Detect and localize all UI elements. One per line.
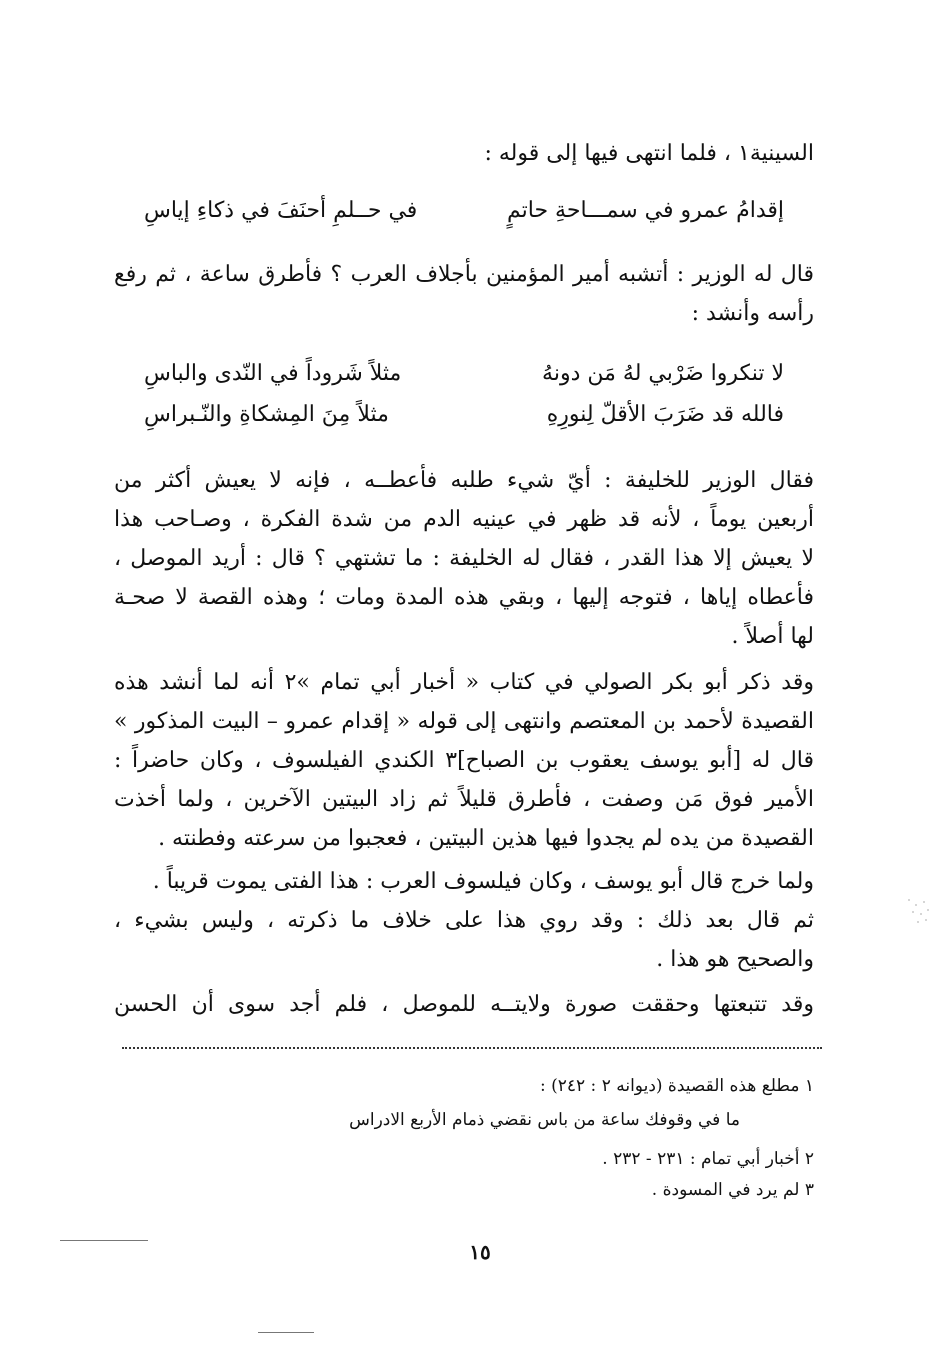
speck bbox=[915, 904, 917, 906]
speck bbox=[925, 919, 927, 921]
margin-rule-left bbox=[60, 1240, 148, 1241]
paragraph-3-line-1: وقد ذكر أبو بكر الصولي في كتاب « أخبار أبي تمام »٢ أنه لما أنشد هذه bbox=[114, 670, 814, 695]
speck bbox=[912, 911, 914, 913]
verse-3-second-hemistich: مثلاً مِنَ المِشكاةِ والنّـبراسِ bbox=[144, 402, 389, 427]
verse-2 bbox=[144, 356, 784, 392]
verse-3 bbox=[144, 397, 784, 433]
paragraph-3-line-5: القصيدة من يده لم يجدوا فيها هذين البيتين ، فعجبوا من سرعته وفطنته . bbox=[158, 826, 814, 851]
paragraph-2-line-2: أربعين يوماً ، لأنه قد ظهر في عينيه الدم من شدة الفكرة ، وصـاحب هذا bbox=[114, 507, 814, 532]
margin-rule-bottom bbox=[258, 1332, 314, 1333]
footnote-2: ٢ أخبار أبي تمام : ٢٣١ - ٢٣٢ . bbox=[602, 1149, 814, 1169]
paragraph-3-line-3: قال له [أبو يوسف يعقوب بن الصباح]٣ الكندي الفيلسوف ، وكان حاضراً : bbox=[114, 748, 814, 773]
paragraph-2-line-1: فقال الوزير للخليفة : أيّ شيء طلبه فأعطــه ، فإنه لا يعيش أكثر من bbox=[114, 468, 814, 493]
footnote-3: ٣ لم يرد في المسودة . bbox=[651, 1180, 814, 1200]
verse-1-second-hemistich: في حــلمِ أحنَفَ في ذكاءِ إياسِ bbox=[144, 198, 418, 223]
footnote-divider bbox=[122, 1047, 822, 1049]
verse-1-first-hemistich: إقدامُ عمرو في سمـــاحةِ حاتمٍ bbox=[507, 198, 784, 223]
margin-speckle-mark bbox=[905, 895, 935, 929]
paragraph-4: ولما خرج قال أبو يوسف ، وكان فيلسوف العرب : هذا الفتى يموت قريباً . bbox=[152, 869, 814, 894]
verse-1 bbox=[144, 193, 784, 229]
footnote-1-verse: ما في وقوفك ساعة من باس نقضي ذمام الأربع الادراس bbox=[349, 1110, 740, 1130]
verse-2-first-hemistich: لا تنكروا ضَرْبي لهُ مَن دونهُ bbox=[542, 361, 784, 386]
paragraph-3-line-2: القصيدة لأحمد بن المعتصم وانتهى إلى قوله « إقدام عمرو – البيت المذكور » bbox=[114, 709, 814, 734]
paragraph-2-line-5: لها أصلاً . bbox=[731, 624, 814, 649]
speck bbox=[927, 909, 929, 911]
verse-3-first-hemistich: فالله قد ضَرَبَ الأقلّ لِنورِهِ bbox=[546, 402, 784, 427]
paragraph-5-line-1: ثم قال بعد ذلك : وقد روي هذا على خلاف ما ذكرته ، وليس بشيء ، bbox=[114, 908, 814, 933]
paragraph-1-line-1: قال له الوزير : أتشبه أمير المؤمنين بأجلاف العرب ؟ فأطرق ساعة ، ثم رفع bbox=[114, 262, 814, 287]
verse-2-second-hemistich: مثلاً شَروداً في النّدى والباسِ bbox=[144, 361, 402, 386]
paragraph-3-line-4: الأمير فوق مَن وصفت ، فأطرق قليلاً ثم زاد البيتين الآخرين ، ولما أخذت bbox=[114, 787, 814, 812]
paragraph-2-line-4: فأعطاه إياها ، فتوجه إليها ، وبقي هذه المدة ومات ؛ وهذه القصة لا صحـة bbox=[114, 585, 814, 610]
paragraph-2-line-3: لا يعيش إلا هذا القدر ، فقال له الخليفة : ما تشتهي ؟ قال : أريد الموصل ، bbox=[114, 546, 814, 571]
footnote-1: ١ مطلع هذه القصيدة (ديوانه ٢ : ٢٤٢) : bbox=[539, 1076, 814, 1096]
opening-line: السينية١ ، فلما انتهى فيها إلى قوله : bbox=[484, 141, 814, 166]
paragraph-1-line-2: رأسه وأنشد : bbox=[691, 301, 814, 326]
speck bbox=[920, 913, 922, 915]
speck bbox=[923, 901, 925, 903]
page-number: ١٥ bbox=[469, 1240, 491, 1264]
paragraph-6: وقد تتبعتها وحققت صورة ولايتــه للموصل ، فلم أجد سوى أن الحسن bbox=[114, 992, 814, 1017]
paragraph-5-line-2: والصحيح هو هذا . bbox=[656, 947, 814, 972]
speck bbox=[917, 921, 919, 923]
speck bbox=[908, 899, 910, 901]
